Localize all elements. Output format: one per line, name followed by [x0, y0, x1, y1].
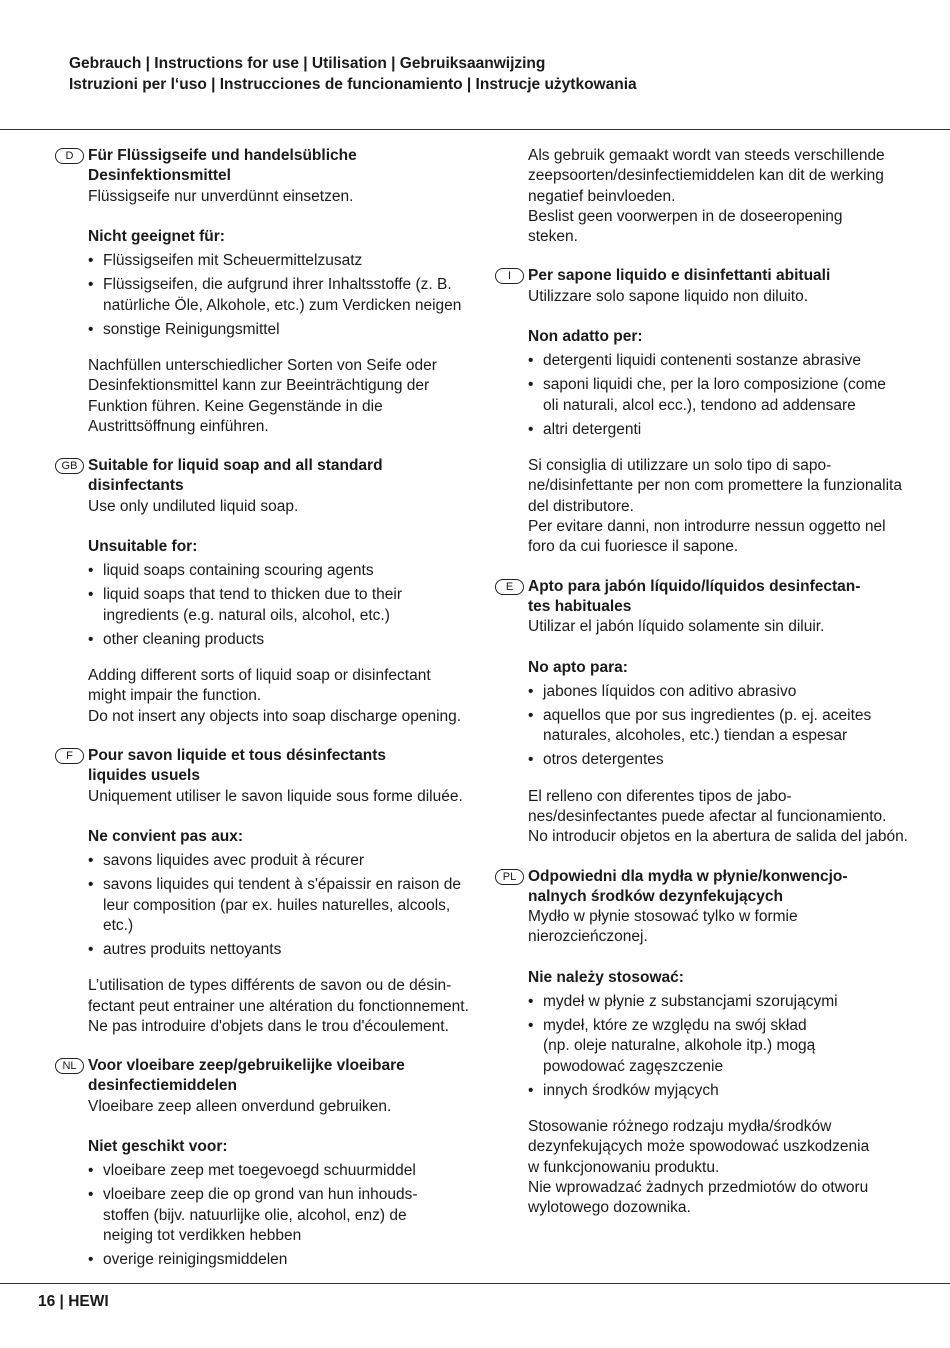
bullet-list: [88, 561, 483, 650]
list-item-line: neiging tot verdikken hebben: [103, 1227, 302, 1245]
closing-paragraph: [88, 356, 483, 437]
bullet-list: [88, 851, 483, 960]
section-title: Für Flüssigseife und handelsübliche: [88, 147, 357, 164]
intro-line: Flüssigseife nur unverdünnt einsetzen.: [88, 187, 354, 205]
paragraph-line: Adding different sorts of liquid soap or disinfectant: [88, 667, 431, 685]
list-item-line: • aquellos que por sus ingredientes (p. ej. aceites: [543, 706, 872, 724]
list-item: [528, 375, 923, 416]
paragraph-line: w funkcjonowaniu produktu.: [528, 1158, 720, 1176]
list-item-line: leur composition (par ex. huiles naturelles, alcools, etc.): [103, 896, 451, 934]
list-item-line: naturales, alcoholes, etc.) tiendan a espesar: [543, 727, 848, 745]
intro-line: Use only undiluted liquid soap.: [88, 497, 299, 515]
paragraph-line: L’utilisation de types différents de savon ou de désin-: [88, 977, 452, 995]
intro-line: Uniquement utiliser le savon liquide sous forme diluée.: [88, 787, 463, 805]
paragraph-line: Nachfüllen unterschiedlicher Sorten von Seife oder: [88, 356, 437, 374]
subheading: Nicht geeignet für:: [88, 227, 225, 245]
bullet-list: [528, 351, 923, 440]
list-item: [528, 351, 923, 371]
section-title: disinfectants: [88, 477, 184, 495]
list-item-line: • jabones líquidos con aditivo abrasivo: [543, 682, 797, 700]
section-title: desinfectiemiddelen: [88, 1077, 238, 1095]
list-item-line: • other cleaning products: [103, 630, 265, 648]
list-item-line: • otros detergentes: [543, 751, 664, 769]
bullet-list: [528, 992, 923, 1101]
section-title: Voor vloeibare zeep/gebruikelijke vloeibare: [88, 1057, 405, 1075]
section-pl: [502, 867, 923, 1219]
subheading: Non adatto per:: [528, 328, 643, 346]
list-item-line: • sonstige Reinigungsmittel: [103, 320, 280, 338]
list-item-line: • savons liquides avec produit à récurer: [103, 852, 365, 870]
language-badge: NL: [55, 1058, 84, 1074]
paragraph-line: Als gebruik gemaakt wordt van steeds verschillende: [528, 147, 885, 164]
list-item-line: • liquid soaps containing scouring agents: [103, 562, 374, 580]
paragraph-line: ne/disinfettante per non com promettere la funzionalita: [528, 477, 902, 495]
list-item: [528, 750, 923, 770]
paragraph-line: dezynfekujących może spowodować uszkodzenia: [528, 1138, 870, 1156]
section-title: nalnych środków dezynfekujących: [528, 887, 783, 905]
list-item: [528, 992, 923, 1012]
paragraph-line: Ne pas introduire d'objets dans le trou d'écoulement.: [88, 1017, 449, 1035]
list-item-line: • altri detergenti: [543, 420, 642, 438]
list-item: [88, 851, 483, 871]
header-line-1: Gebrauch | Instructions for use | Utilisation | Gebruiksaanwijzing: [69, 55, 546, 72]
page-footer: 16 | HEWI: [38, 1293, 109, 1310]
list-item: [88, 561, 483, 581]
section-title: Per sapone liquido e disinfettanti abituali: [528, 267, 831, 285]
closing-paragraph: [528, 1117, 923, 1218]
section-d: [65, 146, 483, 437]
list-item: [88, 875, 483, 936]
list-item: [88, 940, 483, 960]
list-item: [88, 630, 483, 650]
closing-paragraph: [528, 456, 923, 557]
list-item-line: • autres produits nettoyants: [103, 940, 282, 958]
language-badge: GB: [55, 458, 84, 474]
section-title: Desinfektionsmittel: [88, 167, 231, 185]
section-gb: [61, 456, 483, 727]
paragraph-line: negatief beinvloeden.: [528, 187, 676, 205]
paragraph-line: zeepsoorten/desinfectiemiddelen kan dit de werking: [528, 167, 884, 185]
section-f: [66, 746, 483, 1037]
list-item: [528, 682, 923, 702]
paragraph-line: Desinfektionsmittel kann zur Beeinträchtigung der: [88, 377, 430, 395]
bullet-list: [88, 1161, 483, 1270]
list-item-line: (np. oleje naturalne, alkohole itp.) mogą: [543, 1037, 816, 1055]
section-title: Suitable for liquid soap and all standard: [88, 457, 383, 475]
list-item-line: • Flüssigseifen, die aufgrund ihrer Inhaltsstoffe (z. B.: [103, 276, 452, 294]
subheading: Unsuitable for:: [88, 538, 198, 556]
section-title: Odpowiedni dla mydła w płynie/konwencjo-: [528, 867, 848, 885]
language-badge: I: [495, 268, 524, 284]
closing-paragraph: [88, 666, 483, 727]
right-column: [502, 146, 923, 1219]
list-item: [528, 1016, 923, 1077]
paragraph-line: del distributore.: [528, 497, 634, 515]
paragraph-line: Beslist geen voorwerpen in de doseeropening: [528, 207, 843, 225]
list-item: [88, 1185, 483, 1246]
list-item: [88, 585, 483, 626]
list-item-line: oli naturali, alcol ecc.), tendono ad addensare: [543, 396, 856, 414]
intro-line: Utilizar el jabón líquido solamente sin diluir.: [528, 618, 825, 636]
list-item-line: powodować zagęszczenie: [543, 1057, 724, 1075]
paragraph-line: fectant peut entrainer une altération du fonctionnement.: [88, 997, 469, 1015]
list-item: [528, 706, 923, 747]
list-item-line: natürliche Öle, Alkohole, etc.) zum Verdicken neigen: [103, 296, 462, 314]
intro-line: Utilizzare solo sapone liquido non diluito.: [528, 287, 809, 305]
paragraph-line: Do not insert any objects into soap discharge opening.: [88, 707, 462, 725]
section-title: tes habituales: [528, 597, 632, 615]
list-item-line: • mydeł, które ze względu na swój skład: [543, 1017, 807, 1035]
section-nl: [62, 1056, 483, 1270]
section-title: Pour savon liquide et tous désinfectants: [88, 747, 386, 765]
left-column: [61, 146, 483, 1274]
section-title: liquides usuels: [88, 767, 200, 785]
list-item-line: • detergenti liquidi contenenti sostanze abrasive: [543, 352, 861, 370]
list-item-line: • liquid soaps that tend to thicken due to their: [103, 586, 403, 604]
list-item-line: • overige reinigingsmiddelen: [103, 1251, 288, 1269]
paragraph-line: Austrittsöffnung einführen.: [88, 417, 269, 435]
paragraph-line: steken.: [528, 228, 578, 246]
list-item-line: • saponi liquidi che, per la loro composizione (come: [543, 376, 886, 394]
bullet-list: [88, 251, 483, 340]
subheading: Nie należy stosować:: [528, 968, 684, 986]
page-header: [69, 53, 929, 95]
paragraph-line: nes/desinfectantes puede afectar al funcionamiento.: [528, 807, 887, 825]
closing-paragraph: [528, 787, 923, 848]
list-item: [528, 420, 923, 440]
list-item: [88, 251, 483, 271]
language-badge: F: [55, 748, 84, 764]
paragraph-line: might impair the function.: [88, 687, 262, 705]
footer-rule: [0, 1283, 950, 1284]
intro-line: nierozcieńczonej.: [528, 928, 648, 946]
language-badge: E: [495, 579, 524, 595]
paragraph-line: El relleno con diferentes tipos de jabo-: [528, 787, 792, 805]
paragraph-line: No introducir objetos en la abertura de salida del jabón.: [528, 828, 908, 846]
subheading: Niet geschikt voor:: [88, 1138, 228, 1156]
header-line-2: Istruzioni per l‘uso | Instrucciones de funcionamiento | Instrucje użytkowania: [69, 76, 637, 93]
section-nl-continued: [528, 146, 923, 247]
list-item-line: • mydeł w płynie z substancjami szorującymi: [543, 992, 838, 1010]
section-i: [507, 266, 923, 557]
list-item-line: stoffen (bijv. natuurlijke olie, alcohol, enz) de: [103, 1206, 407, 1224]
header-rule: [0, 129, 950, 130]
paragraph-line: Funktion führen. Keine Gegenstände in die: [88, 397, 383, 415]
list-item-line: ingredients (e.g. natural oils, alcohol, etc.): [103, 606, 390, 624]
section-title: Apto para jabón líquido/líquidos desinfectan-: [528, 577, 861, 595]
list-item-line: • vloeibare zeep die op grond van hun inhouds-: [103, 1186, 418, 1204]
list-item-line: • Flüssigseifen mit Scheuermittelzusatz: [103, 252, 363, 270]
paragraph-line: Si consiglia di utilizzare un solo tipo di sapo-: [528, 457, 832, 475]
paragraph-line: Per evitare danni, non introdurre nessun oggetto nel: [528, 518, 886, 536]
list-item-line: • innych środków myjących: [543, 1081, 719, 1099]
language-badge: D: [55, 148, 84, 164]
intro-line: Mydło w płynie stosować tylko w formie: [528, 908, 798, 926]
closing-paragraph: [88, 976, 483, 1037]
list-item: [528, 1081, 923, 1101]
list-item: [88, 275, 483, 316]
subheading: No apto para:: [528, 658, 628, 676]
list-item: [88, 1250, 483, 1270]
list-item: [88, 1161, 483, 1181]
language-badge: PL: [495, 869, 524, 885]
paragraph-line: wylotowego dozownika.: [528, 1199, 691, 1217]
paragraph-line: foro da cui fuoriesce il sapone.: [528, 538, 739, 556]
subheading: Ne convient pas aux:: [88, 827, 244, 845]
list-item-line: • vloeibare zeep met toegevoegd schuurmiddel: [103, 1162, 416, 1180]
bullet-list: [528, 682, 923, 771]
list-item-line: • savons liquides qui tendent à s'épaissir en raison de: [103, 876, 461, 894]
paragraph-line: Stosowanie różnego rodzaju mydła/środków: [528, 1118, 832, 1136]
list-item: [88, 320, 483, 340]
intro-line: Vloeibare zeep alleen onverdund gebruiken.: [88, 1097, 392, 1115]
section-e: [505, 577, 923, 848]
paragraph-line: Nie wprowadzać żadnych przedmiotów do otworu: [528, 1178, 869, 1196]
